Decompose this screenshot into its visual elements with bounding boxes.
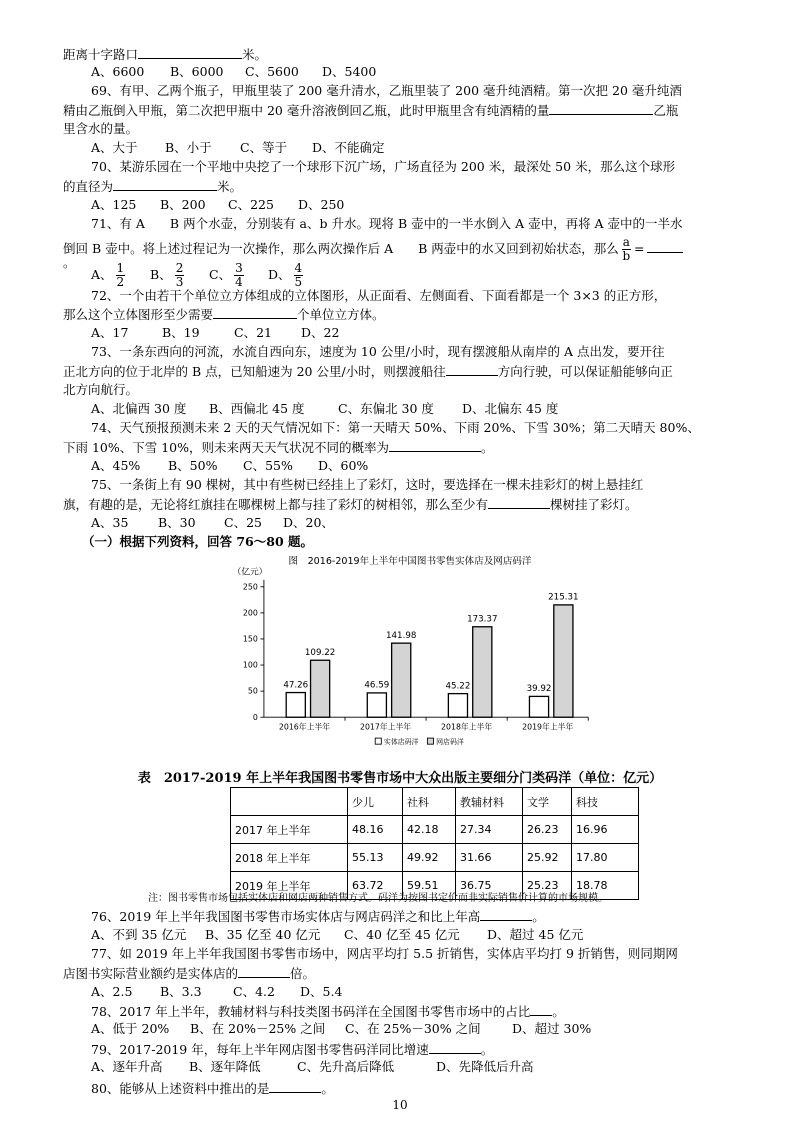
table-title: 表 2017-2019 年上半年我国图书零售市场中大众出版主要细分门类码洋（单位：亿元） (137, 771, 663, 786)
table-header-row (231, 788, 639, 816)
legend-label: 实体店码洋 (383, 738, 419, 747)
q76-option-a: A、不到 35 亿元 (91, 927, 187, 942)
q68-option-a: A、6600 (91, 64, 145, 79)
q68-option-b: B、6000 (170, 64, 224, 79)
q78-line-1a: 78、2017 年上半年，教辅材料与科技类图书码洋在全国图书零售市场中的占比 (91, 1004, 531, 1019)
bar (367, 693, 386, 717)
q71-option-c (209, 262, 247, 289)
q70-option-c: C、225 (228, 197, 274, 212)
q76-line-1a: 76、2019 年上半年我国图书零售市场实体店与网店码洋之和比上年高 (91, 909, 481, 924)
q73-option-d: D、北偏东 45 度 (462, 401, 559, 416)
fraction (234, 262, 244, 289)
answer-blank (429, 1040, 481, 1054)
q69-option-c: C、等于 (240, 140, 288, 155)
option-label: B、 (150, 267, 172, 282)
q78-option-c: C、在 25%－30% 之间 (345, 1021, 481, 1036)
q71-line-3: 。 (63, 255, 76, 270)
q77-line-1: 77、如 2019 年上半年我国图书零售市场中，网店平均打 5.5 折销售，实体店平均打 9 折销售，则同期网 (91, 946, 678, 961)
table-cell: 25.92 (523, 844, 572, 872)
q73-line-2 (63, 362, 673, 380)
q74-option-a: A、45% (91, 458, 141, 473)
q69-line-2a: 精由乙瓶倒入甲瓶，第二次把甲瓶中 20 毫升溶液倒回乙瓶，此时甲瓶里含有纯酒精的量 (63, 103, 550, 118)
q74-option-c: C、55% (243, 458, 293, 473)
q78-line-1b: 。 (552, 1004, 565, 1019)
q72-option-a: A、17 (91, 325, 129, 340)
q68-option-d: D、5400 (322, 64, 377, 79)
q75-option-c: C、25 (224, 515, 262, 530)
table-cell: 2018 年上半年 (231, 844, 348, 872)
q79-line-1b: 。 (480, 1042, 494, 1057)
table-cell: 2017 年上半年 (231, 816, 348, 844)
column-header (231, 788, 348, 816)
q74-option-b: B、50% (168, 458, 218, 473)
data-label: 39.92 (526, 684, 552, 695)
bar (554, 605, 573, 717)
q74-option-d: D、60% (318, 458, 369, 473)
fraction (622, 236, 631, 263)
data-label: 109.22 (304, 648, 336, 659)
q70-option-d: D、250 (298, 197, 345, 212)
q72-option-b: B、19 (162, 325, 200, 340)
q69-line-2b: 乙瓶 (653, 103, 679, 118)
q77-option-d: D、5.4 (300, 984, 343, 999)
table-cell: 36.75 (456, 872, 523, 900)
q69-option-a: A、大于 (91, 140, 138, 155)
q75-option-b: B、30 (158, 515, 196, 530)
q78-option-d: D、超过 30% (512, 1021, 592, 1036)
answer-blank (238, 964, 290, 978)
q80-line-1b: 。 (321, 1081, 334, 1096)
q68-suffix: 米。 (242, 47, 268, 62)
bar (448, 694, 467, 718)
fraction-denominator: 3 (175, 275, 184, 289)
data-label: 45.22 (445, 681, 471, 692)
x-tick-label: 2018年上半年 (441, 722, 493, 732)
q69-line-1: 69、有甲、乙两个瓶子，甲瓶里装了 200 毫升清水，乙瓶里装了 200 毫升纯酒精。第一次把 20 毫升纯酒 (91, 83, 682, 98)
data-label: 141.98 (385, 630, 417, 641)
y-tick-label: 0 (252, 712, 258, 722)
x-tick-label: 2017年上半年 (359, 722, 412, 732)
q68-prefix: 距离十字路口 (63, 47, 139, 62)
q78-option-a: A、低于 20% (91, 1021, 170, 1036)
bar (529, 696, 548, 717)
equals-sign: = (633, 241, 645, 256)
fraction-numerator: 1 (116, 261, 125, 275)
fraction (175, 262, 185, 289)
fraction-numerator: 3 (235, 261, 243, 275)
q68-option-c: C、5600 (245, 64, 299, 79)
q79-option-b: B、逐年降低 (189, 1059, 261, 1074)
page-number: 10 (392, 1098, 408, 1112)
q75-line-2a: 旗，有趣的是，无论将红旗挂在哪棵树上都与挂了彩灯的树相邻，那么至少有 (63, 497, 489, 512)
q75-line-1: 75、一条街上有 90 棵树，其中有些树已经挂上了彩灯，这时，要选择在一棵未挂彩灯的树上悬挂红 (91, 477, 644, 492)
q70-line-1: 70、某游乐园在一个平地中央挖了一个球形下沉广场，广场直径为 200 米，最深处 50 米，那么这个球形 (91, 159, 676, 174)
chart-title: 图 2016-2019年上半年中国图书零售实体店及网店码洋 (288, 556, 532, 568)
y-tick-label: 100 (242, 660, 258, 670)
y-tick-label: 150 (242, 634, 258, 644)
bar-chart (200, 552, 620, 752)
q71-option-d (268, 262, 306, 289)
q71-option-a (91, 262, 128, 289)
legend-swatch (375, 738, 381, 744)
answer-blank (647, 239, 683, 253)
column-header: 科技 (572, 788, 639, 816)
answer-blank (446, 362, 498, 376)
fraction (116, 262, 126, 289)
q76-option-d: D、超过 45 亿元 (487, 927, 584, 942)
q76-option-b: B、35 亿至 40 亿元 (205, 927, 321, 942)
option-label: D、 (268, 267, 291, 282)
table-row (231, 844, 639, 872)
q79-option-d: D、先降低后升高 (436, 1059, 534, 1074)
q72-line-2b: 个单位立方体。 (297, 307, 385, 322)
q73-line-2a: 正北方向的位于北岸的 B 点，已知船速为 20 公里/小时，则摆渡船往 (63, 364, 446, 379)
q73-line-2b: 方向行驶，可以保证船能够向正 (497, 364, 673, 379)
table-note: 注：图书零售市场包括实体店和网店两种销售方式。码洋为按图书定价而非实际销售价计算的市场规模。 (148, 893, 608, 904)
q77-line-2b: 倍。 (290, 966, 316, 981)
table-cell: 17.80 (572, 844, 639, 872)
q69-line-2 (63, 101, 678, 119)
option-label: C、 (209, 267, 232, 282)
q78-line-1 (91, 1002, 565, 1020)
table-cell: 59.51 (403, 872, 456, 900)
q77-line-2 (63, 964, 315, 982)
bar (286, 693, 305, 718)
q70-option-a: A、125 (91, 197, 137, 212)
x-tick-label: 2019年上半年 (522, 722, 574, 732)
table-cell: 2019 年上半年 (231, 872, 348, 900)
fraction-denominator: 4 (235, 275, 243, 289)
q77-line-2a: 店图书实际营业额约是实体店的 (63, 966, 239, 981)
q72-line-1: 72、一个由若干个单位立方体组成的立体图形，从正面看、左侧面看、下面看都是一个 3×3 的正方形， (91, 288, 667, 303)
q75-line-2 (63, 495, 638, 513)
q72-line-2a: 那么这个立体图形至少需要 (63, 307, 214, 322)
q70-line-2a: 的直径为 (63, 179, 114, 194)
q72-option-c: C、21 (234, 325, 272, 340)
q73-option-a: A、北偏西 30 度 (91, 401, 187, 416)
answer-blank (549, 101, 653, 115)
q77-option-c: C、4.2 (233, 984, 275, 999)
q74-line-2 (63, 438, 494, 456)
data-table (230, 787, 639, 900)
table-cell: 18.78 (572, 872, 639, 900)
q79-option-a: A、逐年升高 (91, 1059, 163, 1074)
q75-option-a: A、35 (91, 515, 129, 530)
q77-option-b: B、3.3 (160, 984, 202, 999)
table-cell: 63.72 (348, 872, 403, 900)
y-tick-label: 200 (242, 608, 258, 618)
answer-blank (480, 907, 532, 921)
table-cell: 49.92 (403, 844, 456, 872)
q71-line-2 (63, 236, 683, 263)
q73-option-b: B、西偏北 45 度 (209, 401, 305, 416)
fraction-denominator: b (622, 249, 631, 263)
bar (311, 660, 330, 717)
answer-blank (113, 177, 217, 191)
section-heading: （一）根据下列资料，回答 76～80 题。 (82, 534, 313, 549)
y-axis-label: （亿元） (232, 567, 268, 578)
table-cell: 31.66 (456, 844, 523, 872)
table-cell: 26.23 (523, 816, 572, 844)
q80-line-1a: 80、能够从上述资料中推出的是 (91, 1081, 270, 1096)
column-header: 教辅材料 (456, 788, 523, 816)
q74-line-2a: 下雨 10%、下雪 10%，则未来两天天气状况不同的概率为 (63, 440, 390, 455)
q74-line-2b: 。 (481, 440, 494, 455)
q79-line-1a: 79、2017-2019 年，每年上半年网店图书零售码洋同比增速 (91, 1042, 429, 1057)
q73-line-3: 北方向航行。 (63, 382, 139, 397)
q75-option-d: D、20、 (283, 515, 334, 530)
legend-label: 网店码洋 (436, 738, 464, 747)
fraction-numerator: 2 (175, 261, 184, 275)
data-label: 173.37 (467, 614, 498, 625)
answer-blank (389, 438, 481, 452)
q68-tail (63, 45, 267, 63)
answer-blank (530, 1002, 552, 1016)
fraction-numerator: 4 (294, 261, 303, 275)
y-tick-label: 50 (247, 686, 258, 696)
column-header: 社科 (403, 788, 456, 816)
fraction-denominator: 2 (116, 275, 125, 289)
fraction-denominator: 5 (294, 275, 303, 289)
q72-line-2 (63, 305, 385, 323)
q69-option-d: D、不能确定 (312, 140, 385, 155)
option-label: A、 (91, 267, 113, 282)
answer-blank (138, 45, 242, 59)
q70-line-2 (63, 177, 242, 195)
table-cell: 42.18 (403, 816, 456, 844)
chart-plot-area (243, 580, 588, 746)
column-header: 少儿 (348, 788, 403, 816)
q72-option-d: D、22 (301, 325, 340, 340)
q75-line-2b: 棵树挂了彩灯。 (550, 497, 638, 512)
q73-line-1: 73、一条东西向的河流，水流自西向东，速度为 10 公里/小时，现有摆渡船从南岸的 A 点出发，要开往 (91, 344, 665, 359)
table-cell: 16.96 (572, 816, 639, 844)
answer-blank (269, 1079, 321, 1093)
q78-option-b: B、在 20%－25% 之间 (190, 1021, 326, 1036)
answer-blank (488, 495, 550, 509)
table-cell: 27.34 (456, 816, 523, 844)
table-cell: 25.23 (523, 872, 572, 900)
q70-line-2b: 米。 (217, 179, 243, 194)
q71-line-2-text: 倒回 B 壶中。将上述过程记为一次操作，那么两次操作后 A B 两壶中的水又回到初始状态，那么 (63, 241, 619, 256)
q76-line-1b: 。 (532, 909, 545, 924)
q70-option-b: B、200 (160, 197, 206, 212)
q74-line-1: 74、天气预报预测未来 2 天的天气情况如下：第一天晴天 50%、下雨 20%、下雪 30%；第二天晴天 80%、 (91, 420, 700, 435)
q79-option-c: C、先升高后降低 (297, 1059, 395, 1074)
q73-option-c: C、东偏北 30 度 (338, 401, 434, 416)
q80-line-1 (91, 1079, 334, 1097)
answer-blank (213, 305, 297, 319)
fraction-numerator: a (622, 235, 630, 249)
q71-option-b (150, 262, 187, 289)
q69-line-3: 里含水的量。 (63, 121, 139, 136)
bar (473, 627, 492, 717)
q76-line-1 (91, 907, 545, 925)
q77-option-a: A、2.5 (91, 984, 133, 999)
q71-line-1: 71、有 A B 两个水壶，分别装有 a、b 升水。现将 B 壶中的一半水倒入 A 壶中，再将 A 壶中的一半水 (91, 216, 683, 231)
column-header: 文学 (523, 788, 572, 816)
q69-option-b: B、小于 (165, 140, 212, 155)
bar (392, 643, 411, 717)
q79-line-1 (91, 1040, 493, 1058)
table-row (231, 816, 639, 844)
x-tick-label: 2016年上半年 (278, 722, 331, 732)
data-label: 215.31 (548, 592, 579, 603)
data-label: 47.26 (283, 680, 309, 691)
table-cell: 55.13 (348, 844, 403, 872)
fraction (294, 262, 304, 289)
q76-option-c: C、40 亿至 45 亿元 (344, 927, 460, 942)
data-label: 46.59 (364, 680, 390, 691)
table-cell: 48.16 (348, 816, 403, 844)
legend-swatch (427, 738, 433, 744)
y-tick-label: 250 (242, 582, 258, 592)
